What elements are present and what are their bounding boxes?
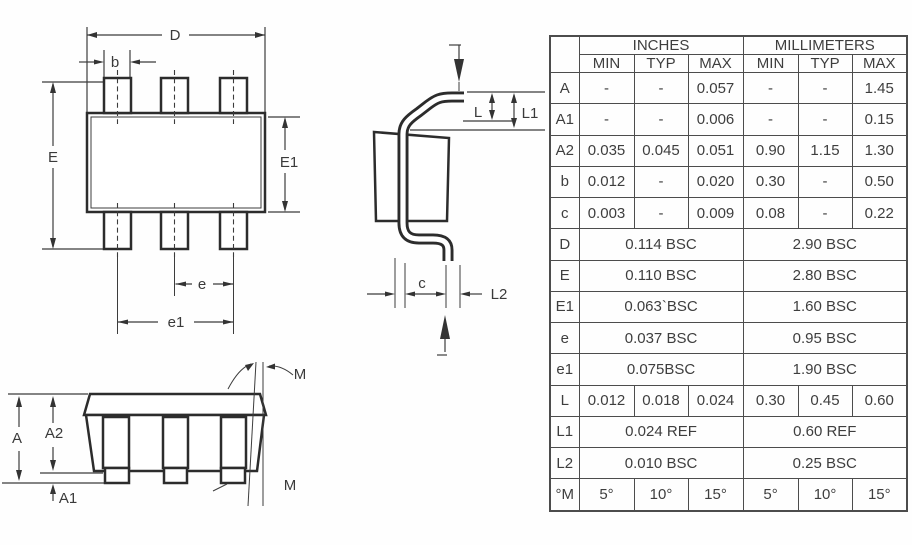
- dim-value-cell: 2.90 BSC: [743, 229, 907, 260]
- dim-value-cell: 1.15: [798, 135, 852, 166]
- dim-value-cell: 0.009: [688, 198, 743, 229]
- dim-value-cell: 0.22: [852, 198, 907, 229]
- dim-value-cell: 1.30: [852, 135, 907, 166]
- lead-profile-drawing: [367, 45, 545, 355]
- dim-label-cell: °M: [550, 479, 579, 511]
- dim-value-cell: -: [634, 166, 688, 197]
- dim-value-cell: 0.063`BSC: [579, 291, 743, 322]
- dim-label-L2: L2: [490, 286, 508, 303]
- dim-label-cell: A: [550, 73, 579, 104]
- col-header: MIN: [743, 55, 798, 73]
- table-row: [550, 104, 907, 135]
- table-row: [550, 73, 907, 104]
- dim-value-cell: 0.057: [688, 73, 743, 104]
- dim-value-cell: 0.012: [579, 385, 634, 416]
- front-view-drawing: [2, 362, 306, 507]
- dim-value-cell: 0.110 BSC: [579, 260, 743, 291]
- dim-value-cell: 1.60 BSC: [743, 291, 907, 322]
- dim-value-cell: -: [743, 73, 798, 104]
- col-header: MAX: [852, 55, 907, 73]
- dim-value-cell: 10°: [634, 479, 688, 511]
- dim-label-cell: c: [550, 198, 579, 229]
- dim-value-cell: 0.114 BSC: [579, 229, 743, 260]
- dim-value-cell: 0.010 BSC: [579, 448, 743, 479]
- dim-label-E1: E1: [279, 154, 299, 171]
- dim-label-A: A: [11, 430, 23, 447]
- dim-value-cell: -: [743, 104, 798, 135]
- dim-value-cell: 2.80 BSC: [743, 260, 907, 291]
- dimensions-table: [549, 35, 908, 512]
- dim-label-cell: L2: [550, 448, 579, 479]
- dim-value-cell: -: [798, 73, 852, 104]
- dim-label-cell: L1: [550, 416, 579, 447]
- dim-value-cell: 0.024: [688, 385, 743, 416]
- units-header-millimeters: MILLIMETERS: [743, 36, 907, 55]
- table-corner-cell: [550, 36, 579, 73]
- table-row: [550, 135, 907, 166]
- col-header: MAX: [688, 55, 743, 73]
- dim-value-cell: 0.95 BSC: [743, 323, 907, 354]
- top-view-drawing: [42, 27, 300, 334]
- col-header: TYP: [798, 55, 852, 73]
- dim-label-cell: b: [550, 166, 579, 197]
- dim-value-cell: 0.30: [743, 385, 798, 416]
- dim-value-cell: 5°: [579, 479, 634, 511]
- dim-label-cell: D: [550, 229, 579, 260]
- dim-value-cell: 0.25 BSC: [743, 448, 907, 479]
- dim-label-A1: A1: [58, 490, 78, 507]
- dim-value-cell: 0.003: [579, 198, 634, 229]
- dim-value-cell: 0.075BSC: [579, 354, 743, 385]
- table-row: [550, 416, 907, 447]
- dim-label-E: E: [47, 149, 59, 166]
- dim-label-cell: E: [550, 260, 579, 291]
- dim-label-e1: e1: [167, 314, 185, 331]
- dim-value-cell: 15°: [688, 479, 743, 511]
- table-row: [550, 229, 907, 260]
- dim-value-cell: 0.037 BSC: [579, 323, 743, 354]
- dim-value-cell: 10°: [798, 479, 852, 511]
- dim-value-cell: 0.012: [579, 166, 634, 197]
- dim-value-cell: -: [579, 104, 634, 135]
- dim-value-cell: 0.006: [688, 104, 743, 135]
- dim-label-D: D: [169, 27, 181, 44]
- dim-label-M-bottom: M: [283, 477, 297, 494]
- table-row: [550, 198, 907, 229]
- dim-value-cell: -: [579, 73, 634, 104]
- table-row: [550, 291, 907, 322]
- dim-value-cell: -: [634, 104, 688, 135]
- dim-value-cell: 0.60: [852, 385, 907, 416]
- dim-value-cell: 0.035: [579, 135, 634, 166]
- dimensions-table-body: [550, 73, 907, 512]
- dim-label-b: b: [110, 54, 120, 71]
- dim-label-cell: A1: [550, 104, 579, 135]
- dim-label-L: L: [473, 104, 483, 121]
- units-header-row: [550, 36, 907, 55]
- table-row: [550, 479, 907, 511]
- dim-value-cell: -: [798, 198, 852, 229]
- col-header: MIN: [579, 55, 634, 73]
- dim-value-cell: 1.90 BSC: [743, 354, 907, 385]
- table-row: [550, 385, 907, 416]
- dim-value-cell: 1.45: [852, 73, 907, 104]
- dim-label-M-top: M: [293, 366, 307, 383]
- dim-value-cell: 0.30: [743, 166, 798, 197]
- min-typ-max-header-row: [550, 55, 907, 73]
- dim-label-A2: A2: [44, 425, 64, 442]
- dim-value-cell: 0.50: [852, 166, 907, 197]
- dim-value-cell: 0.018: [634, 385, 688, 416]
- table-row: [550, 323, 907, 354]
- dim-label-cell: E1: [550, 291, 579, 322]
- dim-value-cell: -: [634, 198, 688, 229]
- dim-value-cell: 0.45: [798, 385, 852, 416]
- table-row: [550, 260, 907, 291]
- dim-label-L1: L1: [521, 105, 539, 122]
- col-header: TYP: [634, 55, 688, 73]
- dim-value-cell: 0.045: [634, 135, 688, 166]
- dim-value-cell: 0.051: [688, 135, 743, 166]
- dim-value-cell: 0.024 REF: [579, 416, 743, 447]
- dim-value-cell: -: [634, 73, 688, 104]
- table-row: [550, 166, 907, 197]
- dim-value-cell: -: [798, 166, 852, 197]
- dim-value-cell: 0.15: [852, 104, 907, 135]
- dim-value-cell: 5°: [743, 479, 798, 511]
- dim-label-c: c: [418, 275, 426, 292]
- dim-value-cell: 0.020: [688, 166, 743, 197]
- dim-label-cell: A2: [550, 135, 579, 166]
- dim-label-cell: e1: [550, 354, 579, 385]
- dim-value-cell: 15°: [852, 479, 907, 511]
- dim-value-cell: 0.90: [743, 135, 798, 166]
- dim-value-cell: 0.60 REF: [743, 416, 907, 447]
- dim-label-cell: L: [550, 385, 579, 416]
- dim-label-cell: e: [550, 323, 579, 354]
- table-row: [550, 354, 907, 385]
- table-row: [550, 448, 907, 479]
- dim-value-cell: -: [798, 104, 852, 135]
- dim-label-e: e: [197, 276, 207, 293]
- units-header-inches: INCHES: [579, 36, 743, 55]
- dim-value-cell: 0.08: [743, 198, 798, 229]
